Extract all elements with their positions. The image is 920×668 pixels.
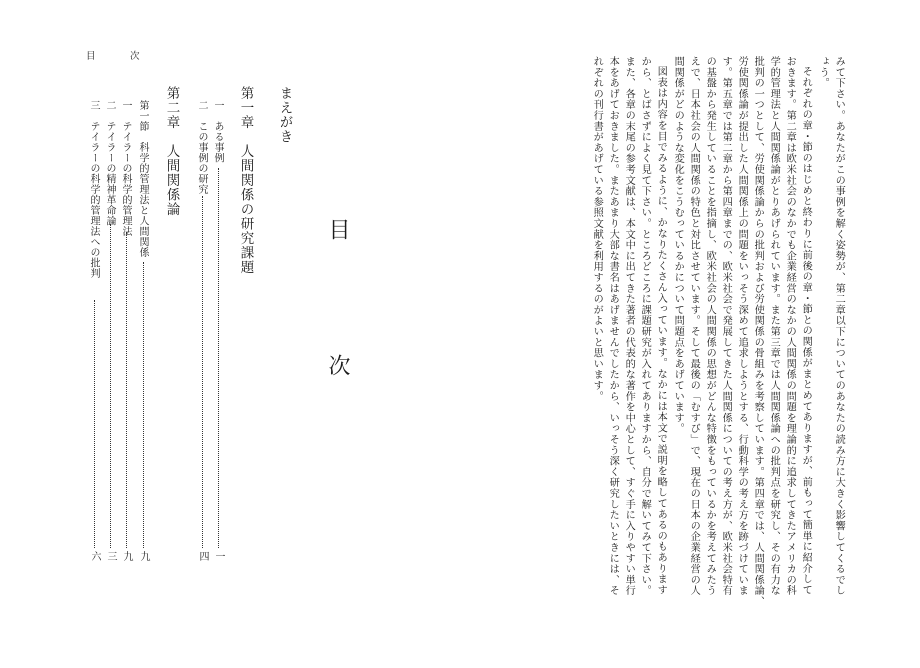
toc-item-1-1[interactable]: 一 ある事例 bbox=[212, 100, 223, 163]
preface-line: おきます。第二章は欧米社会のなかでも企業経営のなかの人間関係の問題を理論的に追求してきたアメリカの科 bbox=[784, 56, 796, 596]
toc-leader bbox=[94, 300, 95, 548]
preface-line: す。第五章では第二章から第四章までの、欧米社会で発展してきた人間関係についての考え方が、欧米社会特有 bbox=[720, 56, 732, 596]
toc-page-number: 一 bbox=[213, 551, 224, 561]
toc-page-number: 四 bbox=[197, 551, 208, 561]
preface-line: 本をあげておきました。またあまり大部な書名はあげませんでしたから、いっそう深く研究したいときには、そ bbox=[607, 56, 619, 596]
preface-page bbox=[460, 0, 920, 668]
preface-line: それぞれの章・節のはじめと終わりに前後の章・節との関係がまとめてありますが、前もって簡単に紹介して bbox=[800, 66, 812, 596]
toc-item-2-1[interactable]: 一 テイラーの科学的管理法 bbox=[120, 100, 131, 237]
toc-item-1-2[interactable]: 二 この事例の研究 bbox=[196, 100, 207, 195]
toc-page-number: 六 bbox=[89, 551, 100, 561]
toc-section-2-1[interactable]: 第一節 科学的管理法と人間関係 bbox=[137, 100, 148, 258]
toc-leader bbox=[218, 168, 219, 548]
toc-page-number: 三 bbox=[105, 551, 116, 561]
preface-line: 間関係がどのような変化をこうむっているかについて問題点をあげています。 bbox=[672, 56, 684, 434]
toc-leader bbox=[143, 262, 144, 548]
toc-chapter-1[interactable]: 第一章 人間関係の研究課題 bbox=[237, 86, 254, 275]
toc-chapter-2[interactable]: 第二章 人間関係論 bbox=[163, 86, 180, 217]
toc-page-number: 九 bbox=[121, 551, 132, 561]
running-head-part2: 次 bbox=[130, 51, 140, 62]
toc-leader bbox=[202, 196, 203, 548]
running-head-part1: 目 bbox=[86, 51, 96, 62]
toc-item-2-3[interactable]: 三 テイラーの科学的管理法への批判 bbox=[88, 100, 99, 279]
toc-title: 目 次 bbox=[325, 218, 350, 422]
toc-preface: まえがき bbox=[276, 86, 293, 144]
preface-line: また、各章の末尾の参考文献は、本文中に出てきた著者の代表的な著作を中心として、すぐ手に入りやすい単行 bbox=[623, 56, 635, 596]
preface-line: 図表は内容を目でみるように、かなりたくさん入っています。なかには本文で説明を略してあるのもあります bbox=[655, 66, 667, 596]
toc-leader bbox=[110, 224, 111, 548]
preface-line: えで、日本社会の人間関係の特色と対比させています。そして最後の「むすび」で、現在の日本の企業経営の人 bbox=[688, 56, 700, 596]
toc-leader bbox=[126, 232, 127, 548]
preface-line: 労使関係論が提出した人間関係上の問題をいっそう深めて追求しようとする、行動科学の考え方を跡づけていま bbox=[736, 56, 748, 596]
preface-line: 批判の一つとして、労使関係論からの批判および労使関係の骨組みを考察しています。第四章では、人間関係論、 bbox=[752, 56, 764, 607]
preface-line: ょう。 bbox=[817, 56, 829, 89]
preface-line: みて下さい。あなたがこの事例を解く姿勢が、第二章以下についてのあなたの読み方に大きく影響してくるでし bbox=[833, 56, 845, 596]
preface-line: から、とばさずによく見て下さい。ところどころに課題研究が入れてありますから、自分で解いてみて下さい。 bbox=[639, 56, 651, 596]
preface-line: れぞれの刊行書があげている参照文献を利用するのがよいと思います。 bbox=[591, 56, 603, 402]
toc-item-2-2[interactable]: 二 テイラーの精神革命論 bbox=[104, 100, 115, 226]
preface-line: の基盤から発生していることを指摘し、欧米社会の人間関係の思想がどんな特徴をもっているかを考えてみたう bbox=[704, 56, 716, 596]
toc-page-number: 九 bbox=[138, 551, 149, 561]
preface-line: 学的管理法と人間関係論がとりあげられています。また第三章では人間関係論への批判点を研究し、その有力な bbox=[768, 56, 780, 596]
